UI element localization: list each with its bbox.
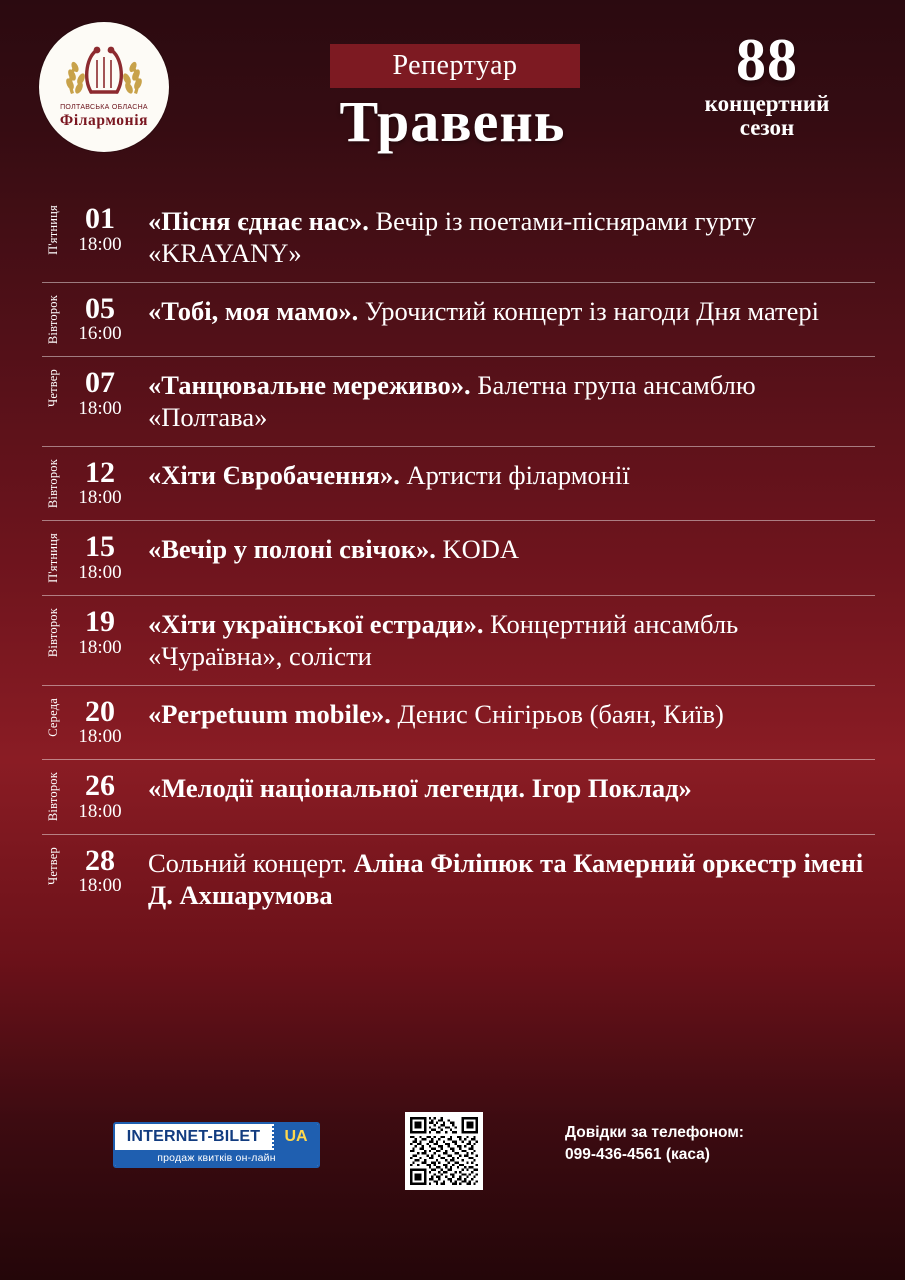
event-title-rest: Вечір із поетами-піснярами гурту «KRAYANY»	[148, 206, 756, 269]
repertoire-banner	[330, 44, 580, 88]
ticket-logo-main: INTERNET-BILET	[126, 1128, 261, 1145]
event-time: 18:00	[78, 800, 122, 822]
event-date	[64, 770, 136, 821]
event-title-bold: «Танцювальне мереживо».	[148, 370, 471, 401]
event-date	[64, 845, 136, 896]
season-number: 88	[736, 27, 798, 93]
event-time: 18:00	[78, 233, 122, 255]
event-weekday: П'ятниця	[45, 205, 60, 255]
event-time: 18:00	[78, 561, 122, 583]
event-date	[64, 696, 136, 747]
season-label-line1: концертний	[704, 91, 830, 116]
event-title	[136, 606, 875, 673]
logo-caption-top: ПОЛТАВСЬКА ОБЛАСНА	[60, 104, 148, 111]
event-weekday: Вівторок	[45, 608, 60, 658]
event-row[interactable]	[42, 447, 875, 521]
qr-code-svg	[410, 1117, 478, 1185]
events-list	[42, 185, 875, 923]
event-row[interactable]	[42, 596, 875, 686]
event-row[interactable]	[42, 283, 875, 357]
event-date	[64, 457, 136, 508]
event-title	[136, 845, 875, 912]
event-title-rest: Урочистий концерт із нагоди Дня матері	[358, 295, 820, 326]
event-day: 07	[85, 366, 115, 400]
event-title	[136, 531, 875, 565]
contacts-block	[565, 1122, 744, 1167]
event-title	[136, 457, 875, 491]
event-title-rest: Артисти філармонії	[399, 459, 630, 490]
event-weekday: Вівторок	[45, 294, 60, 344]
event-title-bold: «Хіти української естради».	[148, 609, 484, 640]
event-day: 15	[85, 530, 115, 564]
event-row[interactable]	[42, 357, 875, 447]
event-title-rest: Балетна група ансамблю «Полтава»	[148, 370, 756, 433]
event-row[interactable]	[42, 521, 875, 596]
event-weekday: Вівторок	[45, 772, 60, 822]
event-day: 26	[85, 769, 115, 803]
repertoire-label: Репертуар	[392, 50, 518, 81]
poster-header	[0, 0, 905, 185]
month-title: Травень	[339, 89, 566, 154]
event-time: 18:00	[78, 726, 122, 748]
event-row[interactable]	[42, 760, 875, 834]
event-time: 18:00	[78, 397, 122, 419]
event-title-rest: Денис Снігірьов (баян, Київ)	[390, 698, 724, 729]
event-weekday: Середа	[45, 697, 60, 737]
event-date	[64, 367, 136, 418]
season-label-line2: сезон	[739, 115, 795, 140]
event-title-bold: «Мелодії національної легенди. Ігор Поклад»	[148, 773, 692, 804]
event-title	[136, 367, 875, 434]
event-time: 16:00	[78, 323, 122, 345]
event-title	[136, 293, 875, 327]
qr-code-icon[interactable]	[405, 1112, 483, 1190]
event-title-bold: «Вечір у полоні свічок».	[148, 534, 436, 565]
ticket-logo-subtitle: продаж квитків он-лайн	[115, 1150, 318, 1166]
event-title-rest: Концертний ансамбль «Чураївна», солісти	[148, 609, 739, 672]
event-title	[136, 696, 875, 730]
event-day: 05	[85, 291, 115, 325]
internet-bilet-logo[interactable]	[113, 1122, 320, 1168]
event-title-bold: Аліна Філіпюк та Камерний оркестр імені Д. Ахшарумова	[148, 847, 864, 910]
ticket-logo-top	[115, 1124, 318, 1150]
event-title	[136, 203, 875, 270]
event-day: 19	[85, 605, 115, 639]
event-date	[64, 293, 136, 344]
event-title-bold: «Пісня єднає нас».	[148, 206, 369, 236]
contacts-label: Довідки за телефоном:	[565, 1124, 744, 1141]
event-date	[64, 203, 136, 254]
event-date	[64, 606, 136, 657]
logo-caption-main: Філармонія	[59, 112, 149, 129]
event-weekday: Четвер	[45, 369, 60, 408]
event-weekday: П'ятниця	[45, 533, 60, 584]
event-weekday: Вівторок	[45, 458, 60, 508]
event-weekday: Четвер	[45, 846, 60, 885]
event-title-bold: «Тобі, моя мамо».	[148, 295, 359, 326]
event-day: 20	[85, 694, 115, 728]
event-row[interactable]	[42, 835, 875, 924]
event-row[interactable]	[42, 686, 875, 760]
event-title-bold: «Хіти Євробачення».	[148, 459, 400, 490]
event-title-rest: Сольний концерт.	[148, 847, 354, 878]
event-time: 18:00	[78, 636, 122, 658]
poster-footer	[0, 1112, 905, 1188]
event-title-bold: «Perpetuum mobile».	[148, 698, 391, 729]
ticket-logo-badge: UA	[272, 1124, 318, 1150]
contacts-phone[interactable]: 099-436-4561 (каса)	[565, 1146, 710, 1164]
event-row[interactable]	[42, 193, 875, 283]
event-title-rest: KODA	[435, 534, 520, 565]
event-date	[64, 531, 136, 582]
event-day: 12	[85, 455, 115, 489]
event-time: 18:00	[78, 487, 122, 509]
event-day: 01	[85, 202, 115, 235]
event-time: 18:00	[78, 875, 122, 897]
event-day: 28	[85, 843, 115, 877]
event-title	[136, 770, 875, 804]
season-block	[657, 27, 877, 140]
